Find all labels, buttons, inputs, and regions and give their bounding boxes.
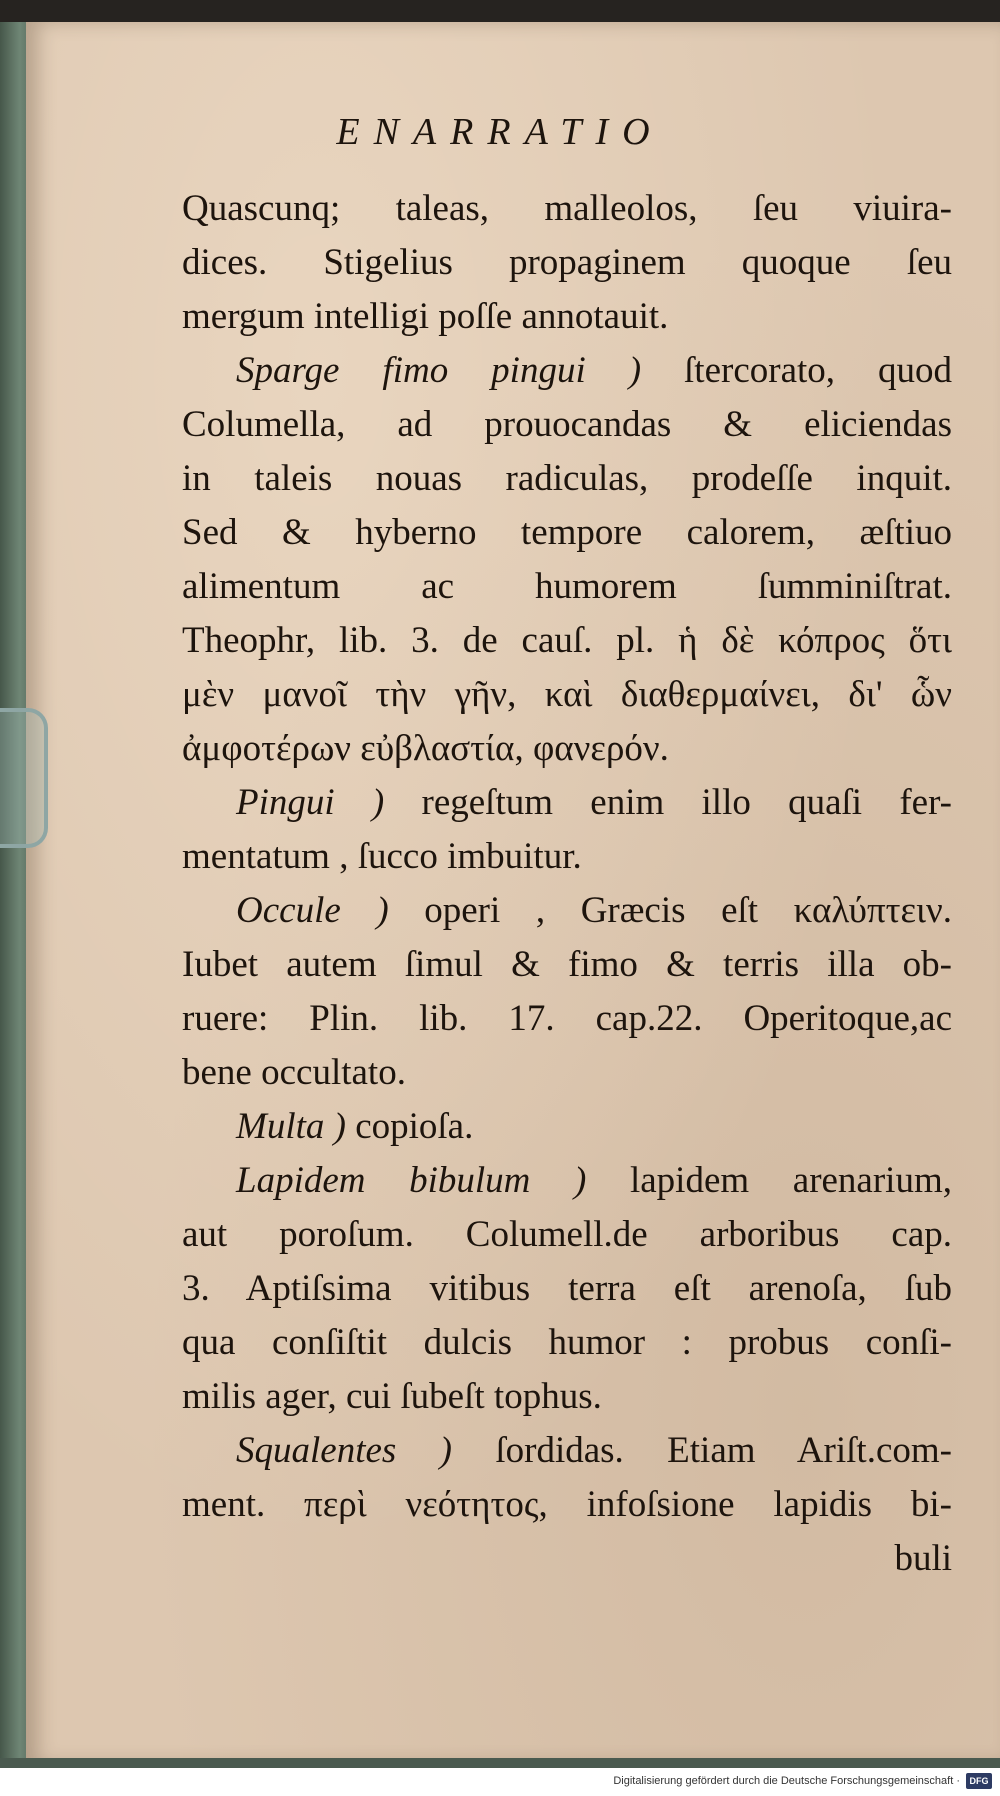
text-line xyxy=(182,182,952,236)
line-text: copioſa. xyxy=(345,1106,474,1147)
line-text: lapidem arenarium, xyxy=(586,1160,952,1201)
line-text: alimentum ac humorem ſumminiſtrat. xyxy=(182,566,952,607)
line-text: qua conſiſtit dulcis humor : probus conſi- xyxy=(182,1322,952,1363)
line-text: in taleis nouas radiculas, prodeſſe inquit. xyxy=(182,458,952,499)
text-line xyxy=(182,344,952,398)
text-line xyxy=(182,1370,952,1424)
book-clasp xyxy=(0,708,48,848)
line-text: dices. Stigelius propaginem quoque ſeu xyxy=(182,242,952,283)
text-line xyxy=(182,1532,952,1586)
line-text: operi , Græcis eſt καλύπτειν. xyxy=(388,890,952,931)
line-text: ἀμφοτέρων εὐβλαστία, φανερόν. xyxy=(182,728,669,769)
line-text: 3. Aptiſsima vitibus terra eſt arenoſa, ſub xyxy=(182,1268,952,1309)
text-line xyxy=(182,1208,952,1262)
running-head: ENARRATIO xyxy=(336,111,664,153)
lemma: Sparge fimo pingui ) xyxy=(236,350,642,391)
text-line xyxy=(182,290,952,344)
line-text: Columella, ad prouocandas & eliciendas xyxy=(182,404,952,445)
line-text: Theophr, lib. 3. de cauſ. pl. ἡ δὲ κόπρος ὅτι xyxy=(182,620,952,661)
text-line xyxy=(182,1316,952,1370)
line-text: mergum intelligi poſſe annotauit. xyxy=(182,296,669,337)
text-line xyxy=(182,1046,952,1100)
line-text: Iubet autem ſimul & fimo & terris illa ob- xyxy=(182,944,952,985)
line-text: ment. περὶ νεότητος, infoſsione lapidis bi- xyxy=(182,1484,952,1525)
line-text: mentatum , ſucco imbuitur. xyxy=(182,836,582,877)
text-line xyxy=(182,722,952,776)
line-text: Sed & hyberno tempore calorem, æſtiuo xyxy=(182,512,952,553)
text-line xyxy=(182,776,952,830)
lemma: Occule ) xyxy=(236,890,389,931)
text-line xyxy=(182,1100,952,1154)
lemma: Lapidem bibulum ) xyxy=(236,1160,587,1201)
digitization-credit: Digitalisierung gefördert durch die Deutsche Forschungsgemeinschaft · xyxy=(613,1775,960,1787)
text-line xyxy=(182,452,952,506)
line-text: ſtercorato, quod xyxy=(641,350,953,391)
line-text: aut poroſum. Columell.de arboribus cap. xyxy=(182,1214,952,1255)
text-line xyxy=(182,938,952,992)
text-line xyxy=(182,884,952,938)
text-line xyxy=(182,668,952,722)
text-line xyxy=(182,1424,952,1478)
line-text: μὲν μανοῖ τὴν γῆν, καὶ διαθερμαίνει, δι' ὧν xyxy=(182,674,952,715)
dfg-logo: DFG xyxy=(966,1773,992,1789)
lemma: Multa ) xyxy=(236,1106,346,1147)
lemma: Squalentes ) xyxy=(236,1430,452,1471)
text-line xyxy=(182,992,952,1046)
text-line xyxy=(182,1262,952,1316)
text-line xyxy=(182,1478,952,1532)
bottom-edge xyxy=(0,1758,1000,1768)
line-text: ſordidas. Etiam Ariſt.com- xyxy=(451,1430,952,1471)
text-line xyxy=(182,236,952,290)
text-line xyxy=(182,1154,952,1208)
text-line xyxy=(182,506,952,560)
line-text: regeſtum enim illo quaſi fer- xyxy=(384,782,952,823)
text-line xyxy=(182,830,952,884)
text-block xyxy=(182,182,952,1586)
line-text: milis ager, cui ſubeſt tophus. xyxy=(182,1376,602,1417)
lemma: Pingui ) xyxy=(236,782,385,823)
line-text: ruere: Plin. lib. 17. cap.22. Operitoque,ac xyxy=(182,998,952,1039)
text-line xyxy=(182,614,952,668)
line-text: Quascunq; taleas, malleolos, ſeu viuira- xyxy=(182,188,952,229)
line-text: bene occultato. xyxy=(182,1052,406,1093)
text-line xyxy=(182,560,952,614)
text-line xyxy=(182,398,952,452)
line-text: buli xyxy=(894,1538,952,1579)
